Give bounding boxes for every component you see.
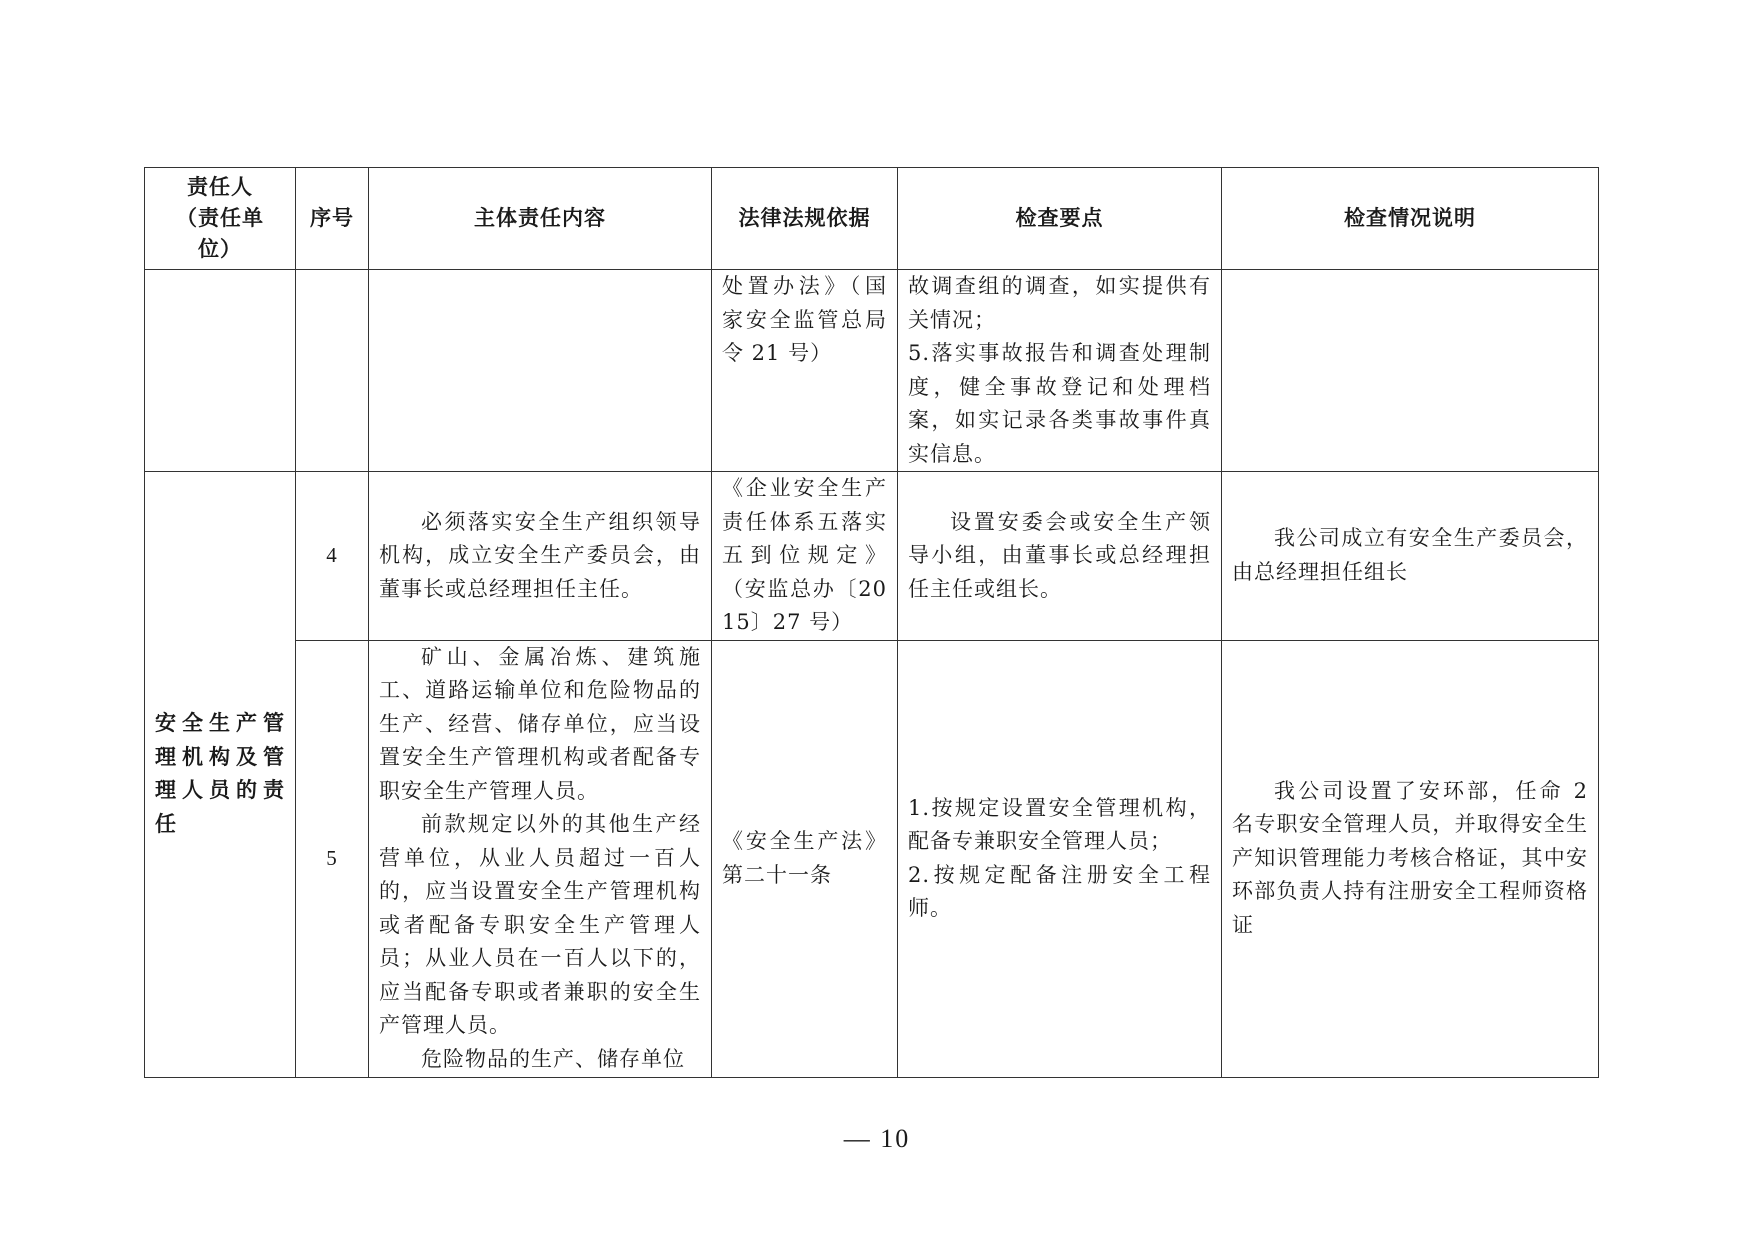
point-line: 5.落实事故报告和调查处理制度，健全事故登记和处理档案，如实记录各类事故事件真实信息。	[908, 341, 1211, 466]
law-cell: 处置办法》（国家安全监管总局令 21 号）	[712, 270, 898, 472]
seq-cell: 4	[296, 472, 369, 641]
content-cell	[369, 640, 712, 1077]
point-cell: 设置安委会或安全生产领导小组，由董事长或总经理担任主任或组长。	[898, 472, 1222, 641]
page-number: — 10	[843, 1124, 911, 1153]
header-unit-line2: （责任单	[176, 206, 264, 230]
header-unit	[145, 168, 296, 270]
header-unit-line1: 责任人	[187, 175, 253, 199]
header-unit-line3: 位）	[198, 237, 242, 261]
header-content: 主体责任内容	[369, 168, 712, 270]
content-cell	[369, 270, 712, 472]
unit-cell: 安全生产管理机构及管理人员的责任	[145, 472, 296, 1078]
header-law: 法律法规依据	[712, 168, 898, 270]
status-cell: 我公司设置了安环部，任命 2 名专职安全管理人员，并取得安全生产知识管理能力考核合格证，其中安环部负责人持有注册安全工程师资格证	[1222, 640, 1599, 1077]
table-header-row	[145, 168, 1599, 270]
header-no: 序号	[296, 168, 369, 270]
point-line: 1.按规定设置安全管理机构，配备专兼职安全管理人员；	[908, 795, 1211, 853]
content-paragraph: 前款规定以外的其他生产经营单位，从业人员超过一百人的，应当设置安全生产管理机构或者配备专职安全生产管理人员；从业人员在一百人以下的，应当配备专职或者兼职的安全生产管理人员。	[379, 812, 701, 1037]
seq-cell: 5	[296, 640, 369, 1077]
header-point: 检查要点	[898, 168, 1222, 270]
responsibility-table	[144, 167, 1599, 1078]
point-line: 2.按规定配备注册安全工程师。	[908, 862, 1211, 920]
status-cell: 我公司成立有安全生产委员会，由总经理担任组长	[1222, 472, 1599, 641]
point-line: 故调查组的调查，如实提供有关情况；	[908, 274, 1211, 332]
seq-cell	[296, 270, 369, 472]
point-cell	[898, 270, 1222, 472]
content-paragraph: 危险物品的生产、储存单位	[421, 1046, 685, 1071]
table-row	[145, 640, 1599, 1077]
law-cell: 《企业安全生产责任体系五落实五到位规定》（安监总办〔2015〕27 号）	[712, 472, 898, 641]
content-cell: 必须落实安全生产组织领导机构，成立安全生产委员会，由董事长或总经理担任主任。	[369, 472, 712, 641]
content-paragraph: 矿山、金属冶炼、建筑施工、道路运输单位和危险物品的生产、经营、储存单位，应当设置安全生产管理机构或者配备专职安全生产管理人员。	[379, 644, 701, 803]
unit-cell	[145, 270, 296, 472]
table-row	[145, 472, 1599, 641]
law-cell: 《安全生产法》第二十一条	[712, 640, 898, 1077]
status-cell	[1222, 270, 1599, 472]
point-cell	[898, 640, 1222, 1077]
header-status: 检查情况说明	[1222, 168, 1599, 270]
table-row	[145, 270, 1599, 472]
